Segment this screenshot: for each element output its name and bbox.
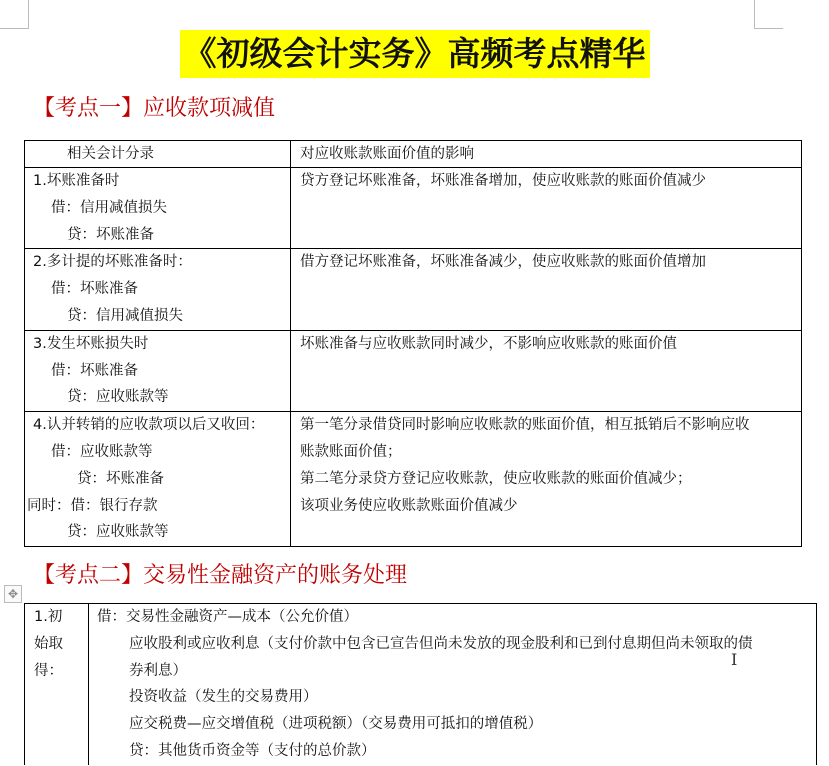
entries-cell — [25, 330, 291, 411]
entry-line: 应收股利或应收利息（支付价款中包含已宣告但尚未发放的现金股利和已到付息期但尚未领取的债 — [129, 635, 753, 652]
header-cell-effect — [291, 141, 802, 168]
table-row — [25, 168, 802, 249]
trading-assets-table — [24, 603, 817, 765]
effect-cell — [291, 412, 802, 547]
entry-line: 贷：信用减值损失 — [67, 307, 183, 324]
entry-line: 贷：坏账准备 — [67, 226, 154, 243]
effect-line: 第二笔分录贷方登记应收账款，使应收账款的账面价值减少； — [300, 470, 692, 487]
effect-line: 账款账面价值； — [300, 443, 402, 460]
header-entries-label: 相关会计分录 — [67, 146, 154, 162]
entry-line: 同时：借：银行存款 — [27, 497, 158, 514]
entry-line: 贷：应收账款等 — [67, 524, 169, 541]
entry-line: 贷：应收账款等 — [67, 389, 169, 406]
entries-cell — [25, 412, 291, 547]
effect-cell — [291, 168, 802, 249]
effect-cell — [291, 249, 802, 330]
entry-line: 应交税费—应交增值税（进项税额）（交易费用可抵扣的增值税） — [129, 716, 543, 733]
header-effect-label: 对应收账款账面价值的影响 — [300, 146, 474, 162]
entry-line: 借：应收账款等 — [51, 443, 153, 460]
effect-line: 第一笔分录借贷同时影响应收账款的账面价值，相互抵销后不影响应收 — [300, 417, 750, 434]
entry-line: 券利息） — [129, 662, 187, 679]
effect-line: 贷方登记坏账准备，坏账准备增加，使应收账款的账面价值减少 — [300, 173, 706, 189]
table-row — [25, 604, 817, 765]
entry-line: 贷：坏账准备 — [77, 470, 164, 487]
row-label-line: 始取 — [34, 635, 63, 652]
entry-line: 借：交易性金融资产—成本（公允价值） — [97, 609, 358, 625]
entries-cell — [89, 604, 817, 765]
effect-line: 该项业务使应收账款账面价值减少 — [300, 497, 518, 514]
table-move-handle-icon[interactable]: ✥ — [4, 585, 22, 603]
effect-line: 坏账准备与应收账款同时减少，不影响应收账款的账面价值 — [300, 335, 677, 352]
table-row — [25, 330, 802, 411]
effect-cell — [291, 330, 802, 411]
document-title: 《初级会计实务》高频考点精华 — [180, 30, 650, 78]
entry-line: 4.认并转销的应收款项以后又收回： — [33, 417, 265, 434]
entry-line: 2.多计提的坏账准备时： — [33, 254, 192, 271]
effect-line: 借方登记坏账准备，坏账准备减少，使应收账款的账面价值增加 — [300, 254, 706, 271]
section2-heading: 【考点二】交易性金融资产的账务处理 — [33, 563, 408, 588]
entry-line: 3.发生坏账损失时 — [33, 335, 149, 352]
entries-cell — [25, 168, 291, 249]
section1-heading: 【考点一】应收款项减值 — [33, 96, 276, 121]
entry-line: 借：坏账准备 — [51, 281, 138, 298]
table-row — [25, 249, 802, 330]
entry-line: 1.坏账准备时 — [33, 173, 120, 189]
page-corner-mark-left — [0, 0, 29, 29]
entry-line: 借：坏账准备 — [51, 362, 138, 379]
title-container — [0, 30, 829, 78]
entry-line: 投资收益（发生的交易费用） — [129, 689, 318, 706]
row-label-line: 1.初 — [34, 609, 63, 625]
table-header-row — [25, 141, 802, 168]
text-cursor-icon: I — [731, 650, 738, 669]
row-label-cell — [25, 604, 89, 765]
header-cell-entries — [25, 141, 291, 168]
entry-line: 贷：其他货币资金等（支付的总价款） — [129, 742, 376, 759]
page-corner-mark-right — [754, 0, 783, 29]
impairment-table — [24, 140, 802, 547]
entries-cell — [25, 249, 291, 330]
table-row — [25, 412, 802, 547]
entry-line: 借：信用减值损失 — [51, 199, 167, 216]
row-label-line: 得： — [34, 662, 63, 679]
